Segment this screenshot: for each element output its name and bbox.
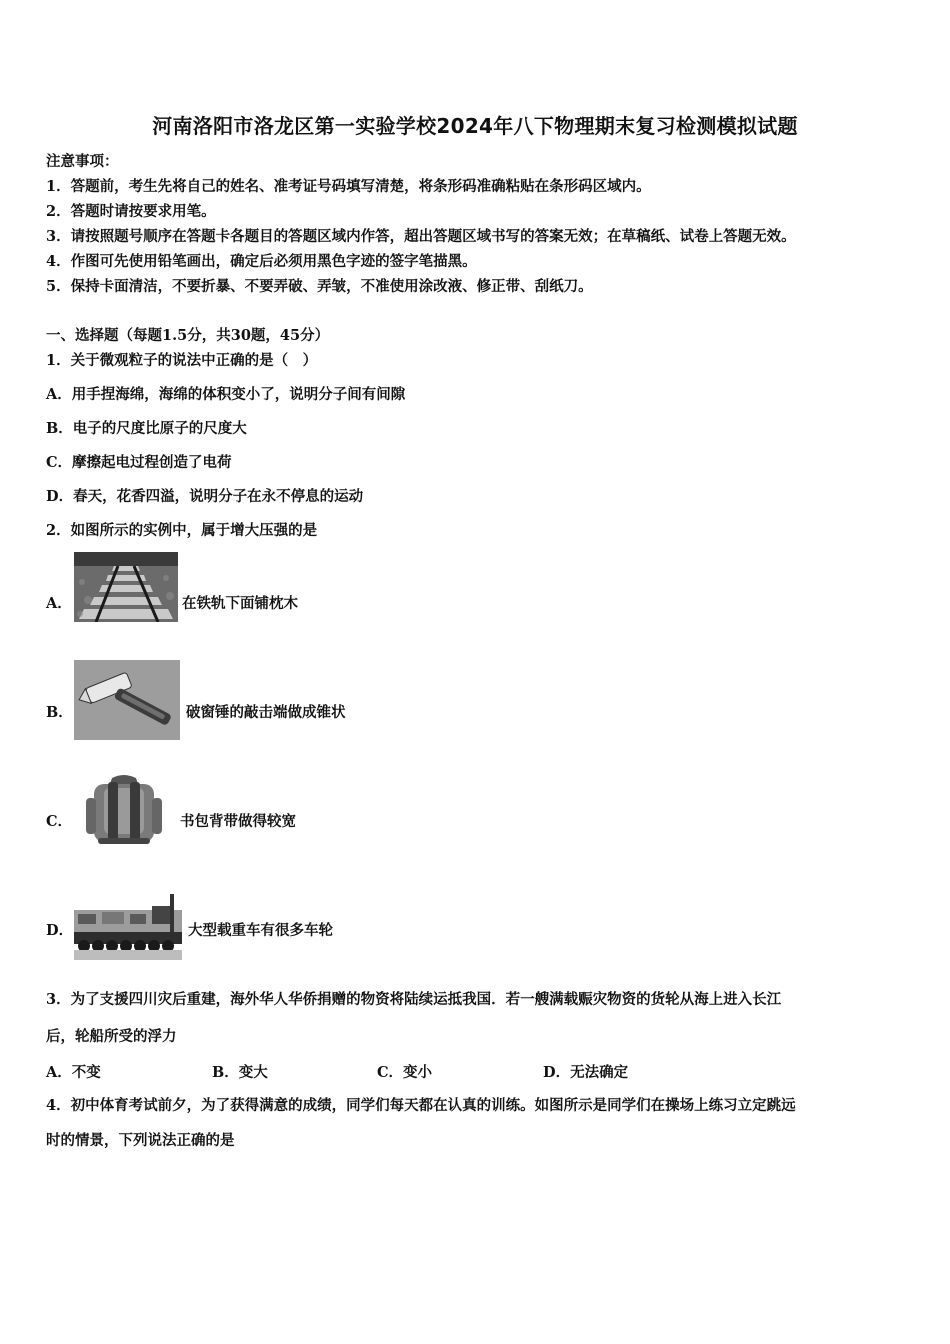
question-3-stem: 3．为了支援四川灾后重建，海外华人华侨捐赠的物资将陆续运抵我国．若一艘满载赈灾物资的货轮从海上进入长江	[46, 991, 782, 1008]
question-1-option-a: A．用手捏海绵，海绵的体积变小了，说明分子间有间隙	[46, 386, 406, 403]
question-2-option-c-text: 书包背带做得较宽	[180, 813, 296, 830]
question-2-option-d-letter: D．	[46, 922, 74, 939]
question-1-option-d: D．春天，花香四溢，说明分子在永不停息的运动	[46, 488, 364, 505]
notice-item: 2．答题时请按要求用笔。	[46, 203, 216, 220]
question-2-option-a-text: 在铁轨下面铺枕木	[182, 595, 298, 612]
railway-track-image	[74, 552, 178, 622]
notice-heading: 注意事项：	[46, 153, 119, 170]
question-3-option-c: C．变小	[377, 1064, 433, 1081]
question-2-option-b-text: 破窗锤的敲击端做成锥状	[186, 704, 346, 721]
emergency-hammer-image	[74, 660, 180, 740]
notice-item: 5．保持卡面清洁，不要折暴、不要弄破、弄皱，不准使用涂改液、修正带、刮纸刀。	[46, 278, 593, 295]
question-2-option-d-text: 大型载重车有很多车轮	[188, 922, 333, 939]
question-3-stem-continued: 后，轮船所受的浮力	[46, 1028, 177, 1045]
question-1-option-b: B．电子的尺度比原子的尺度大	[46, 420, 247, 437]
backpack-image	[82, 772, 166, 848]
question-1-stem: 1．关于微观粒子的说法中正确的是（ ）	[46, 352, 318, 369]
section-heading: 一、选择题（每题1.5分，共30题，45分）	[46, 327, 330, 344]
question-2-stem: 2．如图所示的实例中，属于增大压强的是	[46, 522, 318, 539]
question-2-option-b-letter: B．	[46, 704, 73, 721]
question-2-option-a-letter: A．	[46, 595, 72, 612]
notice-item: 4．作图可先使用铅笔画出，确定后必须用黑色字迹的签字笔描黑。	[46, 253, 477, 270]
question-1-option-c: C．摩擦起电过程创造了电荷	[46, 454, 232, 471]
question-3-option-d: D．无法确定	[543, 1064, 629, 1081]
notice-item: 3．请按照题号顺序在答题卡各题目的答题区域内作答，超出答题区域书写的答案无效；在草稿纸、试卷上答题无效。	[46, 228, 796, 245]
question-4-stem-continued: 时的情景，下列说法正确的是	[46, 1132, 235, 1149]
page-title: 河南洛阳市洛龙区第一实验学校2024年八下物理期末复习检测模拟试题	[152, 114, 798, 138]
notice-item: 1．答题前，考生先将自己的姓名、准考证号码填写清楚，将条形码准确粘贴在条形码区域内。	[46, 178, 651, 195]
heavy-truck-image	[74, 888, 182, 960]
question-2-option-c-letter: C．	[46, 813, 73, 830]
question-4-stem: 4．初中体育考试前夕，为了获得满意的成绩，同学们每天都在认真的训练。如图所示是同学们在操场上练习立定跳远	[46, 1097, 796, 1114]
question-3-option-a: A．不变	[46, 1064, 101, 1081]
question-3-option-b: B．变大	[212, 1064, 268, 1081]
